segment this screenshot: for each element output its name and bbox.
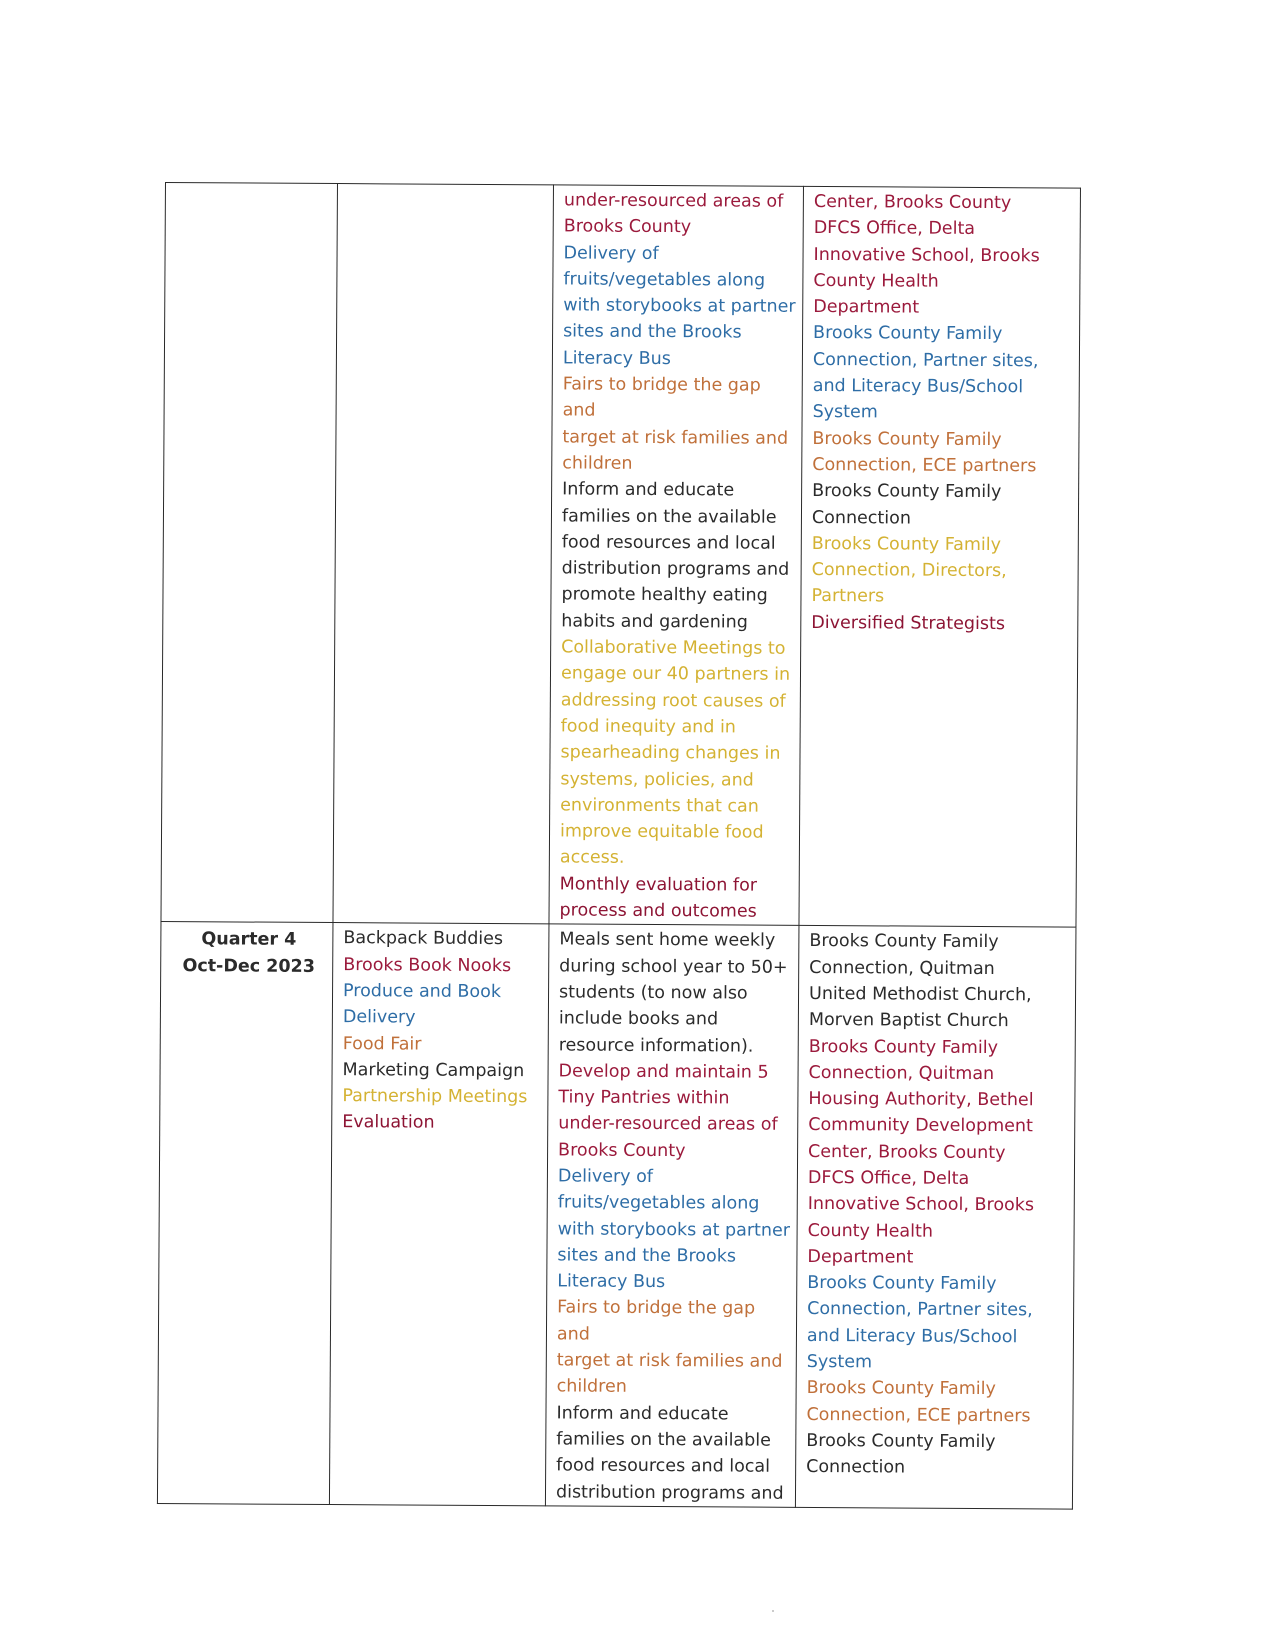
entry-line: County Health	[813, 270, 939, 292]
entry-line: distribution programs and	[561, 558, 790, 580]
entry-line: Partners	[811, 586, 885, 607]
entry-line: Fairs to bridge the gap and	[562, 374, 761, 422]
entry-line: Connection, Quitman	[809, 957, 995, 979]
entry-line: Literacy Bus	[557, 1271, 666, 1293]
entry-line: resource information).	[558, 1034, 754, 1057]
entry-line: DFCS Office, Delta	[807, 1167, 970, 1189]
entry-line: include books and	[558, 1008, 719, 1030]
plan-table	[157, 182, 1081, 1509]
entry-line: Food Fair	[342, 1033, 422, 1055]
entry-line: Evaluation	[342, 1112, 435, 1134]
entry-line: DFCS Office, Delta	[813, 218, 976, 240]
table-row-continued	[161, 183, 1080, 928]
entry-line: Community Development	[808, 1115, 1033, 1137]
entry-line: systems, policies, and	[560, 768, 754, 791]
entry-line: Delivery of	[557, 1166, 654, 1187]
entry-line: addressing root causes of	[560, 690, 786, 712]
entry-line: Innovative School, Brooks	[807, 1194, 1035, 1216]
entry-line: Brooks County Family	[808, 1036, 999, 1058]
entry-line: Brooks County Family	[806, 1430, 996, 1453]
entry-line: Inform and educate	[556, 1403, 729, 1425]
entry-line: Monthly evaluation for	[559, 874, 758, 896]
entry-line: and Literacy Bus/School	[806, 1325, 1018, 1347]
entry-line: Develop and maintain 5	[558, 1061, 769, 1083]
entry-line: fruits/vegetables along	[557, 1192, 760, 1214]
entry-line: food resources and local	[556, 1455, 771, 1477]
entry-line: under-resourced areas of	[558, 1113, 778, 1136]
scan-speck	[772, 1610, 774, 1612]
entry-line: during school year to 50+	[559, 956, 788, 978]
programs-cell	[333, 184, 554, 925]
activities-cell	[549, 185, 804, 926]
entry-line: Marketing Campaign	[342, 1059, 525, 1082]
entry-line: families on the available	[556, 1429, 771, 1451]
entry-line: children	[556, 1376, 627, 1398]
entry-line: Brooks County Family	[812, 428, 1002, 450]
entry-line: engage our 40 partners in	[560, 663, 791, 686]
entry-line: Brooks County	[563, 216, 692, 238]
entry-line: Connection, ECE partners	[806, 1404, 1031, 1426]
entry-line: improve equitable food	[559, 821, 764, 843]
entry-line: Partnership Meetings	[342, 1086, 528, 1108]
entry-line: process and outcomes	[559, 900, 757, 922]
entry-line: Center, Brooks County	[808, 1141, 1006, 1163]
entry-line: under-resourced areas of	[563, 190, 784, 212]
quarter-cell	[157, 922, 333, 1505]
entry-line: Brooks County Family	[813, 323, 1003, 345]
quarter-cell	[161, 183, 338, 923]
entry-line: Produce and Book	[343, 981, 502, 1002]
entry-line: Connection	[811, 507, 912, 529]
entry-line: Connection, Quitman	[808, 1062, 995, 1084]
entry-line: food inequity and in	[560, 716, 736, 738]
entry-line: Literacy Bus	[562, 348, 671, 369]
entry-line: spearheading changes in	[560, 742, 781, 765]
entry-line: County Health	[807, 1220, 934, 1242]
entry-line: Innovative School, Brooks	[813, 244, 1040, 266]
entry-line: fruits/vegetables along	[563, 269, 766, 291]
entry-line: Connection, Directors,	[811, 560, 1007, 582]
entry-line: Connection, ECE partners	[812, 454, 1037, 477]
entry-line: Delivery	[342, 1007, 416, 1028]
entry-line: Brooks County Family	[812, 481, 1002, 503]
entry-line: children	[562, 453, 633, 474]
entry-line: food resources and local	[561, 532, 776, 554]
entry-line: Connection, Partner sites,	[812, 349, 1039, 372]
entry-line: distribution programs and	[555, 1481, 784, 1504]
entry-line: target at risk families and	[562, 427, 789, 449]
entry-line: United Methodist Church,	[808, 983, 1032, 1006]
entry-line: Brooks Book Nooks	[343, 954, 512, 976]
programs-cell	[329, 923, 549, 1506]
entry-line: students (to now also	[558, 982, 748, 1004]
entry-line: Backpack Buddies	[343, 928, 504, 950]
entry-line: sites and the Brooks	[557, 1245, 737, 1267]
entry-line: target at risk families and	[556, 1350, 783, 1372]
entry-line: Meals sent home weekly	[559, 929, 776, 952]
entry-line: System	[806, 1352, 873, 1373]
entry-line: and Literacy Bus/School	[812, 376, 1024, 398]
entry-line: Brooks County Family	[806, 1378, 996, 1400]
partners-cell	[795, 926, 1076, 1509]
entry-line: Connection, Partner sites,	[807, 1299, 1033, 1321]
quarter-label	[176, 187, 331, 188]
entry-line: Brooks County	[558, 1140, 686, 1161]
entry-line: System	[812, 402, 878, 423]
entry-line: access.	[559, 847, 625, 869]
entry-line: Brooks County Family	[811, 533, 1002, 555]
entry-line: Center, Brooks County	[813, 191, 1012, 214]
entry-line: Diversified Strategists	[811, 612, 1006, 634]
partners-cell	[799, 186, 1081, 927]
entry-line: Collaborative Meetings to	[561, 637, 786, 659]
entry-line: with storybooks at partner	[563, 295, 796, 318]
table-row-quarter-4	[157, 922, 1076, 1509]
entry-line: Housing Authority, Bethel	[808, 1089, 1034, 1111]
entry-line: habits and gardening	[561, 611, 748, 633]
entry-line: with storybooks at partner	[557, 1218, 791, 1241]
entry-line: Brooks County Family	[809, 931, 999, 953]
entry-line: families on the available	[561, 505, 777, 528]
quarter-period: Oct-Dec 2023	[182, 955, 315, 977]
entry-line: Department	[807, 1246, 914, 1268]
entry-line: Department	[813, 297, 920, 318]
activities-cell	[545, 924, 799, 1507]
quarter-period	[176, 187, 331, 188]
entry-line: Morven Baptist Church	[808, 1010, 1009, 1032]
entry-line: promote healthy eating	[561, 584, 768, 607]
entry-line: Brooks County Family	[807, 1273, 997, 1295]
entry-line: environments that can	[560, 795, 759, 817]
quarter-label: Quarter 4	[201, 929, 297, 951]
entry-line: Fairs to bridge the gap and	[556, 1297, 756, 1345]
entry-line: Tiny Pantries within	[558, 1087, 730, 1109]
entry-line: Delivery of	[563, 243, 659, 264]
entry-line: Connection	[806, 1457, 906, 1478]
entry-line: sites and the Brooks	[563, 321, 742, 344]
entry-line: Inform and educate	[562, 479, 735, 501]
